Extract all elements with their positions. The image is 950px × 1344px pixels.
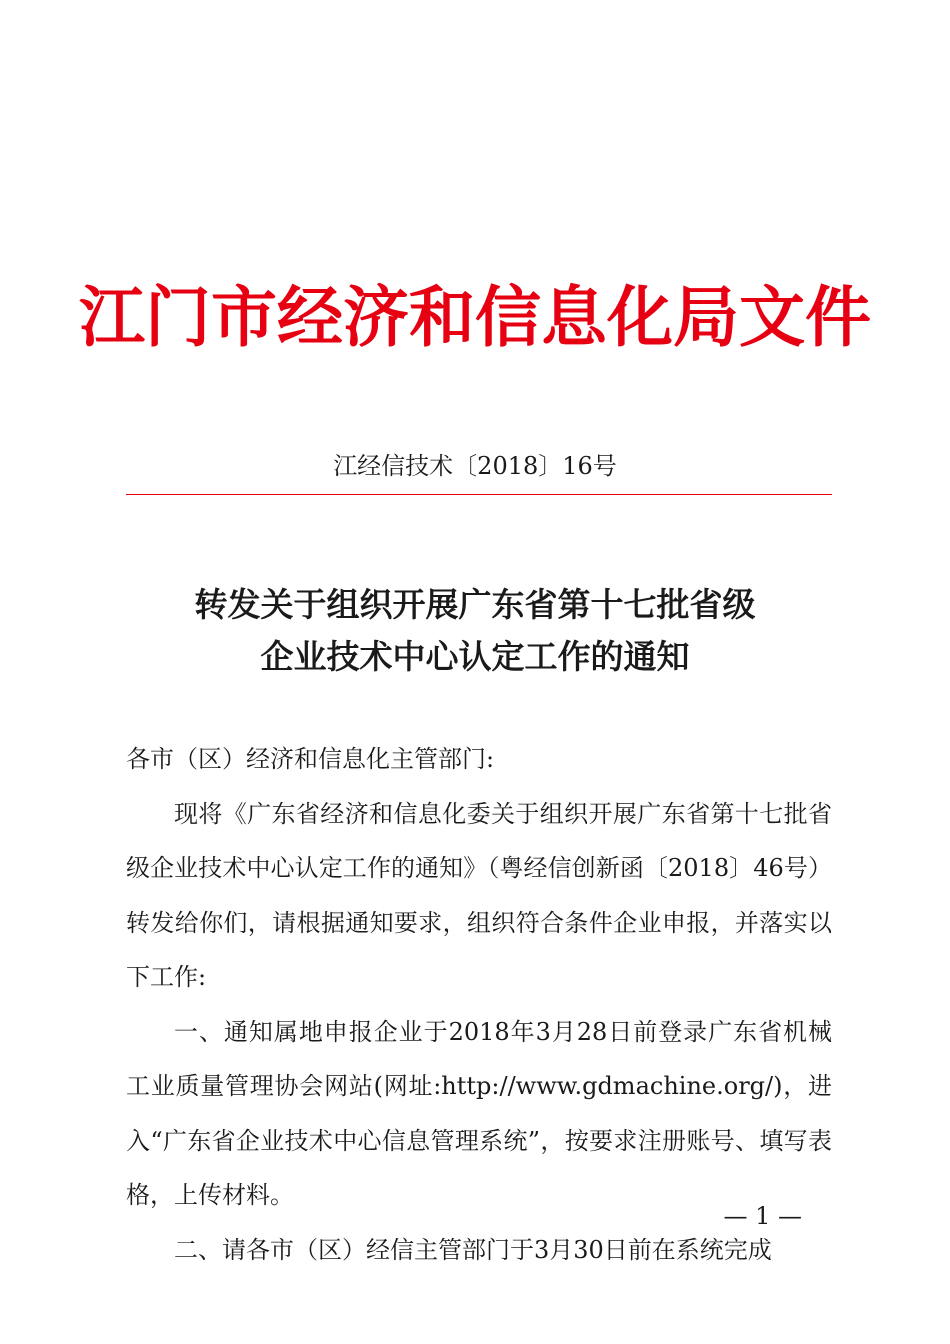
- paragraph-item-1: 一、通知属地申报企业于2018年3月28日前登录广东省机械工业质量管理协会网站(网址:http://www.gdmachine.org/)，进入“广东省企业技术中心信息管理系统”，按要求注册账号、填写表格，上传材料。: [126, 1017, 832, 1209]
- document-body: [126, 732, 832, 1277]
- masthead-title: 江门市经济和信息化局文件: [79, 278, 871, 356]
- page-number: — 1 —: [723, 1202, 802, 1230]
- notice-title-line-2: 企业技术中心认定工作的通知: [260, 637, 690, 676]
- paragraph-intro: 现将《广东省经济和信息化委关于组织开展广东省第十七批省级企业技术中心认定工作的通知》（粤经信创新函〔2018〕46号）转发给你们，请根据通知要求，组织符合条件企业申报，并落实以下工作:: [126, 799, 832, 991]
- red-separator-line: [126, 494, 832, 495]
- paragraph-item-2: 二、请各市（区）经信主管部门于3月30日前在系统完成: [174, 1235, 772, 1264]
- salutation: 各市（区）经济和信息化主管部门:: [126, 745, 495, 773]
- document-number: 江经信技术〔2018〕16号: [333, 452, 617, 480]
- notice-title-line-1: 转发关于组织开展广东省第十七批省级: [194, 585, 756, 624]
